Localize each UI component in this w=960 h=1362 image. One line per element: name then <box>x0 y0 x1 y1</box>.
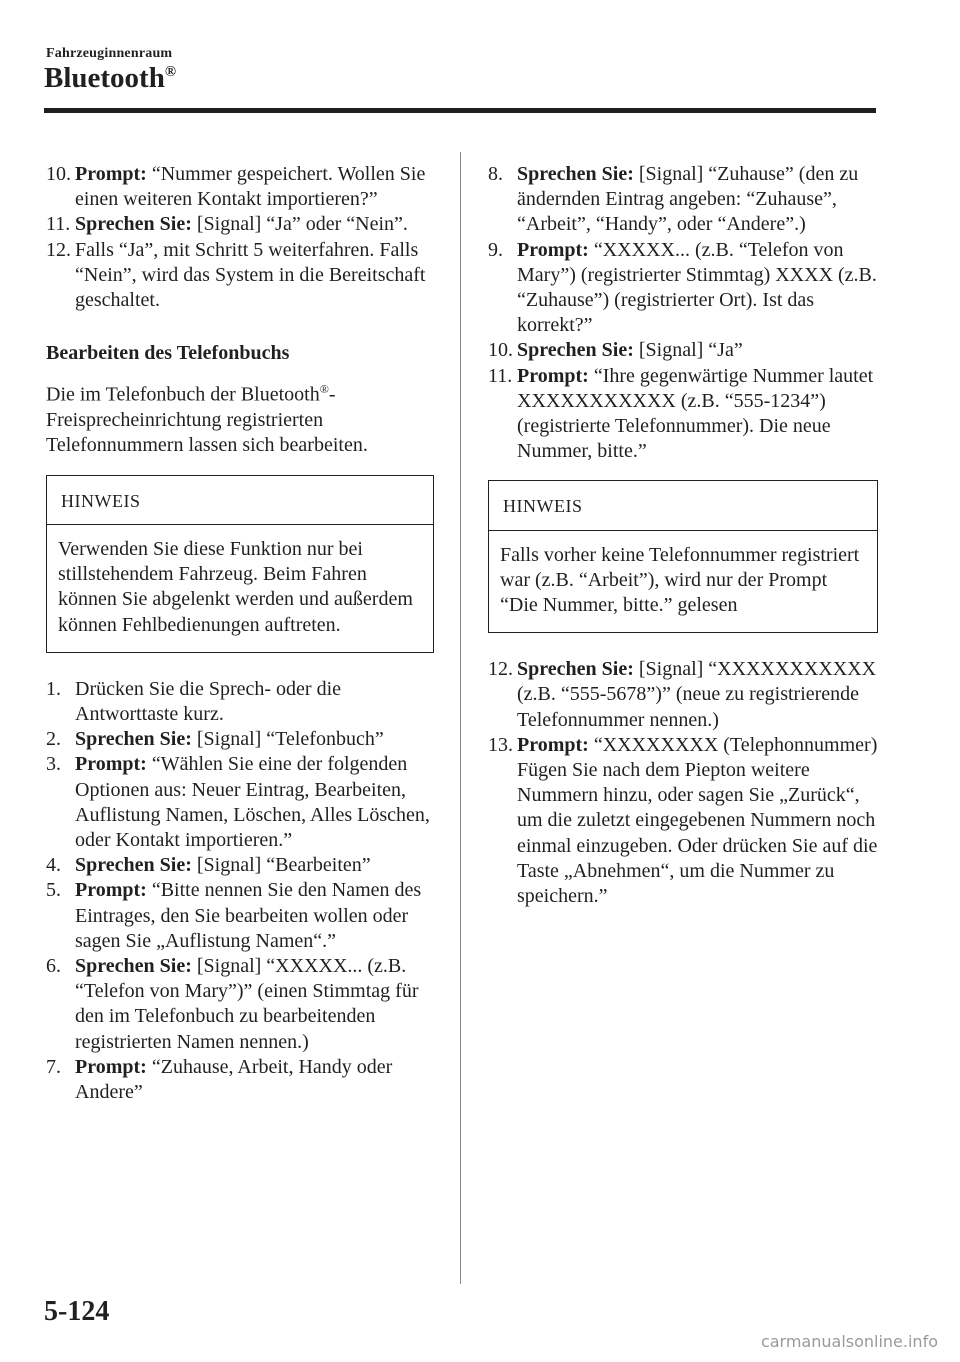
step-item <box>46 752 434 853</box>
step-label: Sprechen Sie: <box>517 658 634 681</box>
page-title-text: Bluetooth <box>44 62 165 94</box>
step-text: “Ihre gegenwärtige Nummer lautet XXXXXXXXXXX (z.B. “555-1234”) (registrierte Telefonnummer). Die neue Nummer, bitte.” <box>517 364 874 463</box>
step-item <box>46 162 434 212</box>
step-label: Prompt: <box>75 1055 147 1078</box>
intro-text-end: -Freisprecheinrichtung registrierten Telefonnummern lassen sich bearbeiten. <box>46 384 368 457</box>
steps-list-d <box>488 657 878 909</box>
step-item <box>46 853 434 878</box>
step-text: “Wählen Sie eine der folgenden Optionen aus: Neuer Eintrag, Bearbeiten, Auflistung Namen, Löschen, Alles Löschen, oder Kontakt importieren.” <box>75 753 430 851</box>
step-number: 5. <box>46 879 61 902</box>
registered-mark: ® <box>319 382 329 397</box>
step-number: 10. <box>46 163 71 185</box>
note-title: HINWEIS <box>489 481 877 530</box>
step-item <box>488 162 878 238</box>
step-text: “Bitte nennen Sie den Namen des Eintrages, den Sie bearbeiten wollen oder sagen Sie „Auflistung Namen“.” <box>75 879 422 952</box>
header-rule <box>44 108 876 113</box>
step-label: Sprechen Sie: <box>75 728 192 751</box>
step-label: Prompt: <box>75 163 147 185</box>
steps-list-a <box>46 162 434 313</box>
step-item <box>46 727 434 752</box>
step-text: Falls “Ja”, mit Schritt 5 weiterfahren. Falls “Nein”, wird das System in die Bereitschaft geschaltet. <box>75 238 426 312</box>
step-item <box>46 954 434 1055</box>
step-item <box>488 238 878 339</box>
step-item <box>488 657 878 733</box>
step-text: [Signal] “XXXXXXXXXXX (z.B. “555-5678”)” (neue zu registrierende Telefonnummer nennen.) <box>517 658 877 731</box>
step-number: 3. <box>46 753 61 776</box>
step-text: “XXXXXXXX (Telephonnummer) Fügen Sie nach dem Piepton weitere Nummern hinzu, oder sagen Sie „Zurück“, um die zuletzt eingegebenen Nummern noch einmal einzugeben. Oder drücken Sie auf die Taste „Abnehmen“, um die Nummer zu speichern.” <box>517 733 878 908</box>
step-text: [Signal] “XXXXX... (z.B. “Telefon von Mary”)” (einen Stimmtag für den im Telefonbuch zu bearbeitenden registrierten Namen nennen.) <box>75 954 419 1053</box>
step-text: [Signal] “Ja” oder “Nein”. <box>191 213 408 236</box>
step-label: Sprechen Sie: <box>517 163 634 185</box>
step-text: [Signal] “Bearbeiten” <box>191 854 371 877</box>
step-number: 11. <box>488 364 513 387</box>
step-label: Sprechen Sie: <box>75 213 192 236</box>
step-text: [Signal] “Zuhause” (den zu ändernden Eintrag angeben: “Zuhause”, “Arbeit”, “Handy”, oder “Andere”.) <box>517 163 859 236</box>
note-text: Falls vorher keine Telefonnummer registriert war (z.B. “Arbeit”), wird nur der Prompt “Die Nummer, bitte.” gelesen <box>500 543 860 617</box>
step-text: “XXXXX... (z.B. “Telefon von Mary”) (registrierter Stimmtag) XXXX (z.B. “Zuhause”) (registrierter Ort). Ist das korrekt?” <box>517 238 877 337</box>
step-item <box>46 677 434 727</box>
registered-mark: ® <box>164 64 177 80</box>
step-item <box>46 878 434 954</box>
step-label: Sprechen Sie: <box>75 854 192 877</box>
step-label: Prompt: <box>517 364 589 387</box>
step-text: Drücken Sie die Sprech- oder die Antworttaste kurz. <box>75 677 342 725</box>
note-title: HINWEIS <box>47 476 433 525</box>
step-label: Prompt: <box>75 879 147 902</box>
section-label: Fahrzeuginnenraum <box>46 46 173 61</box>
step-item <box>488 338 878 363</box>
watermark: carmanualsonline.info <box>760 1332 938 1351</box>
note-text: Verwenden Sie diese Funktion nur bei stillstehendem Fahrzeug. Beim Fahren können Sie abgelenkt werden und außerdem können Fehlbedienungen auftreten. <box>58 537 413 636</box>
step-number: 2. <box>46 728 61 751</box>
step-number: 1. <box>46 677 61 700</box>
intro-text-start: Die im Telefonbuch der Bluetooth <box>46 384 320 407</box>
step-label: Prompt: <box>75 753 147 776</box>
step-label: Sprechen Sie: <box>517 339 634 362</box>
note-box <box>488 480 878 633</box>
page-title <box>44 62 176 95</box>
step-item <box>46 212 434 237</box>
step-number: 12. <box>46 238 71 261</box>
step-text: [Signal] “Telefonbuch” <box>191 728 384 751</box>
step-item <box>488 733 878 909</box>
step-number: 6. <box>46 954 61 977</box>
step-number: 13. <box>488 733 513 756</box>
step-label: Sprechen Sie: <box>75 954 192 977</box>
step-item <box>46 238 434 314</box>
step-label: Prompt: <box>517 733 589 756</box>
step-number: 12. <box>488 658 513 681</box>
step-number: 11. <box>46 213 71 236</box>
step-text: “Nummer gespeichert. Wollen Sie einen weiteren Kontakt importieren?” <box>75 163 426 211</box>
step-number: 10. <box>488 339 513 362</box>
right-column <box>488 162 878 909</box>
section-heading: Bearbeiten des Telefonbuchs <box>46 342 290 365</box>
step-item <box>488 364 878 465</box>
step-number: 7. <box>46 1055 61 1078</box>
step-number: 9. <box>488 238 503 261</box>
step-number: 8. <box>488 163 503 185</box>
step-text: “Zuhause, Arbeit, Handy oder Andere” <box>75 1055 393 1103</box>
step-item <box>46 1055 434 1105</box>
left-column <box>46 162 434 1105</box>
step-label: Prompt: <box>517 238 589 261</box>
step-text: [Signal] “Ja” <box>633 339 743 362</box>
intro-paragraph <box>46 377 434 458</box>
note-box <box>46 475 434 653</box>
steps-list-c <box>488 162 878 464</box>
step-number: 4. <box>46 854 61 877</box>
steps-list-b <box>46 677 434 1105</box>
page-number: 5-124 <box>44 1296 110 1327</box>
column-divider <box>460 152 461 1284</box>
